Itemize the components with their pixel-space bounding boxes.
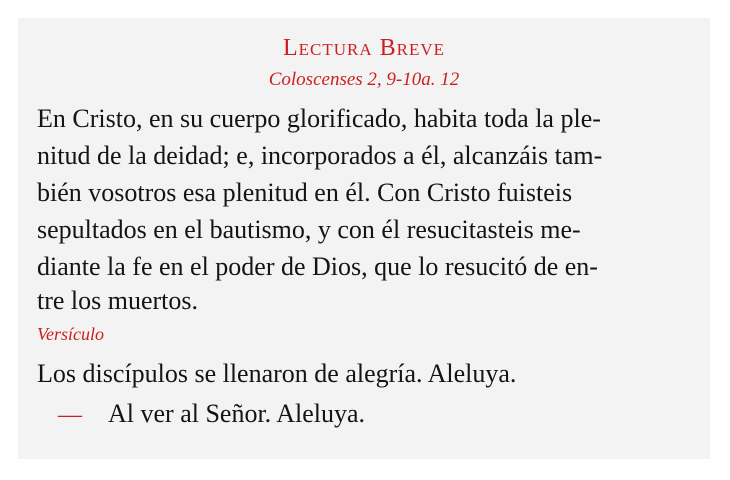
versicle-label: Versículo [37,324,104,344]
reading-line: bién vosotros esa plenitud en él. Con Cristo fuisteis [37,178,573,207]
response-dash: — [58,402,82,428]
reading-line: En Cristo, en su cuerpo glorificado, habita toda la ple- [37,104,601,133]
reading-line: tre los muertos. [37,286,199,315]
reading-line: diante la fe en el poder de Dios, que lo resucitó de en- [37,252,598,281]
versicle-response: Al ver al Señor. Aleluya. [108,399,366,428]
reading-line: sepultados en el bautismo, y con él resucitasteis me- [37,215,581,244]
versicle-text: Los discípulos se llenaron de alegría. Aleluya. [37,359,517,388]
reading-line: nitud de la deidad; e, incorporados a él, alcanzáis tam- [37,141,603,170]
scripture-reference: Coloscenses 2, 9-10a. 12 [268,69,460,90]
reading-title: Lectura Breve [282,35,446,61]
reading-card [18,18,710,459]
